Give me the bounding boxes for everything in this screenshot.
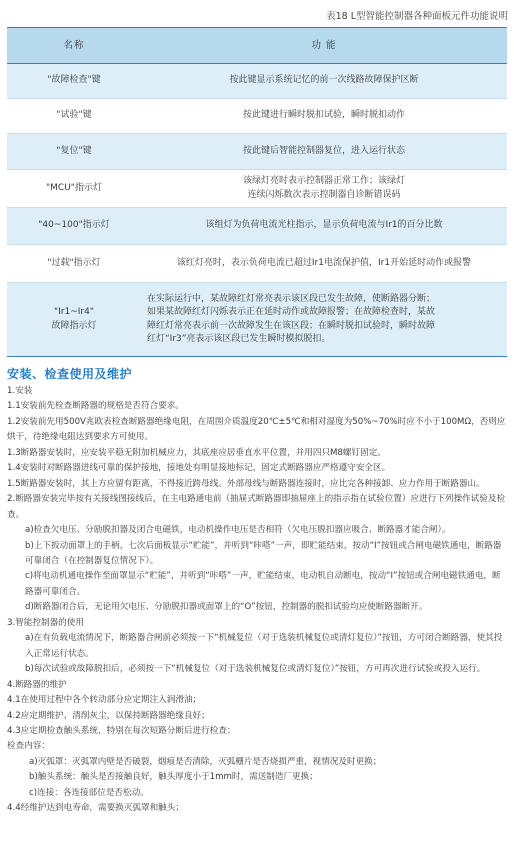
paragraph: c)连接：各连接部位是否松动。 [29, 787, 149, 798]
row-name: "MCU"指示灯 [7, 170, 141, 208]
row-function: 按此键显示系统记忆的前一次线路故障保护区断 [141, 64, 507, 99]
paragraph: 4.2应定期维护、清削灰尘，以保持断路器绝缘良好； [7, 710, 210, 721]
row-name: "40~100"指示灯 [7, 208, 141, 245]
table-row [7, 170, 507, 208]
body-text [7, 384, 507, 817]
paragraph: 1.安装 [7, 386, 33, 396]
header-function: 功 能 [141, 28, 507, 64]
row-function: 按此键后智能控制器复位，进入运行状态 [141, 134, 507, 170]
row-name: "试验"键 [7, 99, 141, 134]
paragraph: b)触头系统：触头是否接触良好，触头厚度小于1mm时，需送制造厂更换； [29, 772, 318, 783]
paragraph: 1.3断路器安装时，应安装平稳无附加机械应力，其底座应居垂直水平位置，并用四只M8螺钉固定。 [7, 447, 386, 458]
paragraph: 4.断路器的维护 [7, 679, 67, 690]
table-row [7, 134, 507, 170]
row-name: "过载"指示灯 [7, 245, 141, 283]
row-function: 该组灯为负荷电流光柱指示，显示负荷电流与Ir1的百分比数 [141, 208, 507, 245]
paragraph: 4.4经维护达到电寿命，需要换灭弧罩和触头； [7, 803, 184, 814]
table-row [7, 99, 507, 134]
paragraph: 4.3应定期检查触头系统，特别在每次短路分断后进行检查； [7, 725, 236, 736]
function-table [7, 27, 507, 357]
paragraph: 1.4安装时对断路器进线可靠的保护接地，接地处有明显接地标记，固定式断路器应严格遵守安全区。 [7, 463, 391, 474]
table-row [7, 245, 507, 283]
table-row [7, 208, 507, 245]
paragraph: 检查内容： [7, 741, 50, 752]
row-name: "故障检查"键 [7, 64, 141, 99]
paragraph: 1.1安装前先检查断路器的规格是否符合要求。 [7, 401, 184, 412]
paragraph: 1.2安装前先用500V兆欧表检查断路器绝缘电阻，在周围介质温度20℃±5℃和相对湿度为50%~70%时应不小于100MΩ，否则应烘干，待绝缘电阻达到要求方可使用。 [7, 416, 506, 443]
paragraph: 4.1在使用过程中各个转动部分应定期注入润滑油； [7, 695, 202, 706]
table-caption: 表18 L型智能控制器各种面板元件功能说明 [326, 11, 508, 22]
row-function: 该红灯亮时，表示负荷电流已超过Ir1电流保护值，Ir1开始延时动作或报警 [141, 245, 507, 283]
paragraph: a)检查欠电压、分励脱扣器及闭合电磁铁，电动机操作电压是否相符（欠电压脱扣器应吸合、断路器才能合闸）。 [25, 525, 451, 536]
paragraph: a)灭弧罩：灭弧罩内壁是否破裂，烟痕是否清除，灭弧栅片是否烧损严重，视情况及时更换； [29, 756, 382, 767]
row-function: 按此键进行瞬时脱扣试验，瞬时脱扣动作 [141, 99, 507, 134]
paragraph: d)断路器闭合后，无论用欠电压、分励脱扣器或面罩上的“O”按钮，控制器的脱扣试验均应使断路器断开。 [25, 602, 428, 613]
row-function: 该绿灯亮时表示控制器正常工作；该绿灯 连续闪烁数次表示控制器自诊断错误码 [141, 170, 507, 208]
row-name: "Ir1~Ir4" 故障指示灯 [7, 283, 141, 357]
row-name: "复位"键 [7, 134, 141, 170]
paragraph: c)将电动机通电操作至面罩显示“贮能”，并听到“咔嗒”一声，贮能结束，电动机自动断电，按动“I”按钮或合闸电磁铁通电，断路器可靠闭合。 [25, 571, 501, 597]
paragraph: a)在有负载电流情况下，断路器合闸前必须按一下“机械复位（对于选装机械复位或清灯复位）”按钮，方可闭合断路器，使其投入正常运行状态。 [25, 633, 503, 659]
table-header-row [7, 28, 507, 64]
section-title: 安装、检查使用及维护 [7, 367, 133, 381]
header-name: 名称 [7, 28, 141, 64]
paragraph: 3.智能控制器的使用 [7, 617, 84, 628]
paragraph: 1.5断路器安装时，其上方应留有距离，不得接近跨母线。外部母线与断路器连接时，应比完各种接卸、应力作用于断路器山。 [7, 478, 485, 489]
paragraph: b)每次试验或故障脱扣后，必须按一下“机械复位（对于选装机械复位或清灯复位）”按钮，方可再次进行试验或投入运行。 [25, 664, 486, 675]
paragraph: 2.断路器安装完毕按有关接线图接线后，在主电路通电前（抽屉式断路器即抽屉座上的指示指在试验位置）应进行下列操作试验及检查。 [7, 494, 506, 520]
table-row [7, 283, 507, 357]
paragraph: b)上下扳动面罩上的手柄，七次后面板显示“贮能”，并听到“咔嗒”一声，即贮能结束，按动“I”按钮或合闸电磁铁通电，断路器可靠闭合（在控制器复位情况下）。 [25, 540, 502, 566]
table-row [7, 64, 507, 99]
row-function: 在实际运行中，某故障红灯常亮表示该区段已发生故障，使断路器分断； 如果某故障红灯闪烁表示正在延时动作或故障报警；在故障检查时，某故 障红灯常亮表示前一次故障发生在该区段；在瞬时脱扣试验时，瞬时故障 红灯“Ir3”亮表示该区段已发生瞬时模拟脱扣。 [141, 283, 507, 357]
